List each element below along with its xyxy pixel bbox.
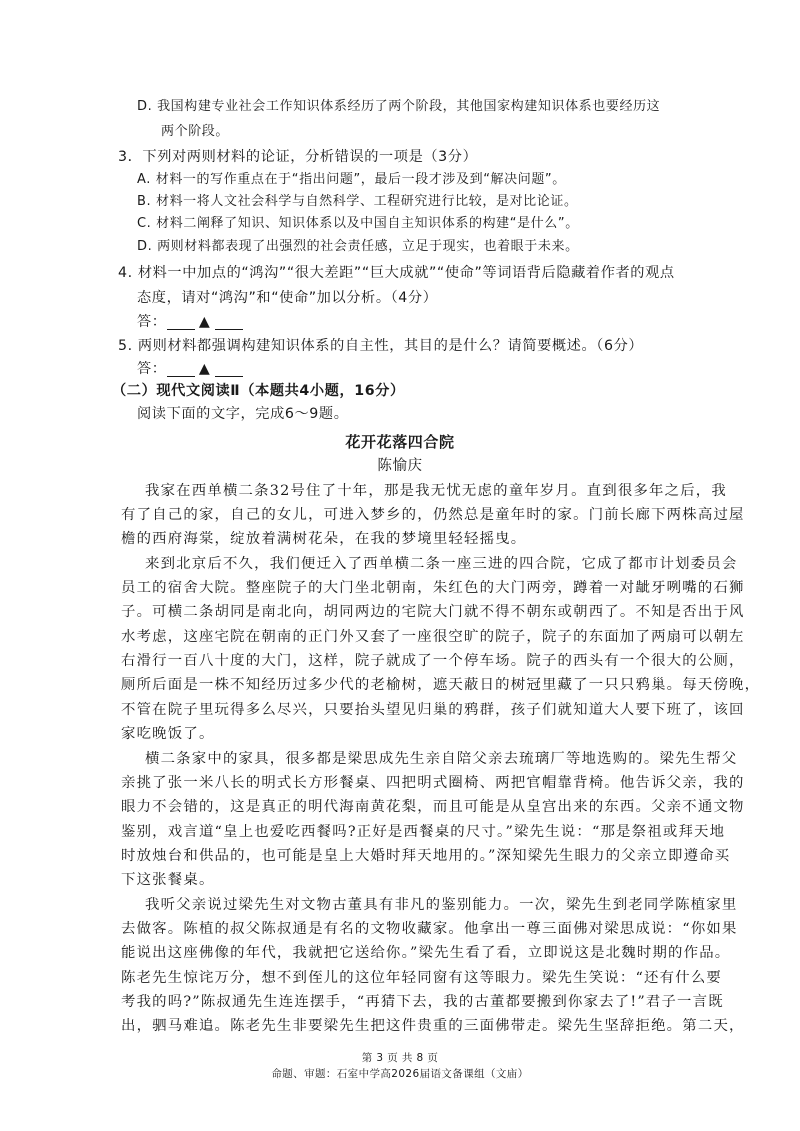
section-instruction: 阅读下面的文字，完成6～9题。 [137,406,349,422]
article-line: 有了自己的家，自己的女儿，可进入梦乡的，仍然总是童年时的家。门前长廊下两株高过屋 [121,507,745,523]
article-line: 能说出这座佛像的年代，我就把它送给你。”梁先生看了看，立即说这是北魏时期的作品。 [121,945,731,961]
article-line: 去做客。陈植的叔父陈叔通是有名的文物收藏家。他拿出一尊三面佛对梁思成说：“你如果 [121,921,738,937]
q5-answer-label: 答： [137,361,167,377]
q3-option-a: A. 材料一的写作重点在于“指出问题”，最后一段才涉及到“解决问题”。 [137,172,566,187]
article-line: 眼力不会错的，这是真正的明代海南黄花梨，而且可能是从皇宫出来的东西。父亲不通文物 [121,799,745,815]
q3-stem: 3．下列对两则材料的论证，分析错误的一项是（3分） [118,149,478,165]
article-line: 水考虑，这座宅院在朝南的正门外又套了一座很空旷的院子，院子的东面加了两扇可以朝左 [121,629,745,645]
article-line: 出，驷马难追。陈老先生非要梁先生把这件贵重的三面佛带走。梁先生坚辞拒绝。第二天， [121,1018,745,1034]
q3-option-d: D. 两则材料都表现了出强烈的社会责任感，立足于现实，也着眼于未来。 [137,239,579,254]
article-line: 厕所后面是一株不知经历过多少代的老榆树，遮天蔽日的树冠里藏了一只只鸦巢。每天傍晚， [121,677,761,693]
article-line: 下这张餐桌。 [121,872,215,888]
q5-answer [137,359,243,379]
article-line: 陈老先生惊诧万分，想不到侄儿的这位年轻同窗有这等眼力。梁先生笑说：“还有什么要 [121,970,723,986]
q4-answer-label: 答： [137,314,167,330]
q5-stem: 5. 两则材料都强调构建知识体系的自主性，其目的是什么？请简要概述。（6分） [118,338,644,354]
article-line: 家吃晚饭了。 [121,726,215,742]
article-line: 鉴别，戏言道“皇上也爱吃西餐吗?正好是西餐桌的尺寸。”梁先生说：“那是祭祖或拜天地 [121,824,726,840]
page-number: 第 3 页 共 8 页 [361,1052,439,1064]
q3-option-c: C. 材料二阐释了知识、知识体系以及中国自主知识体系的构建“是什么”。 [137,216,579,231]
footer-credit: 命题、审题：石室中学高2026届语文备课组（文庙） [271,1068,529,1080]
article-line: 我家在西单横二条32号住了十年，那是我无忧无虑的童年岁月。直到很多年之后，我 [145,483,727,499]
article-line: 檐的西府海棠，绽放着满树花朵，在我的梦境里轻轻摇曳。 [121,531,527,547]
q2-option-d-line1: D. 我国构建专业社会工作知识体系经历了两个阶段，其他国家构建知识体系也要经历这 [137,99,661,114]
q2-option-d-line2: 两个阶段。 [161,124,230,139]
article-line: 员工的宿舍大院。整座院子的大门坐北朝南，朱红色的大门两旁，蹲着一对龇牙咧嘴的石狮 [121,580,745,596]
section-heading: （二）现代文阅读Ⅱ（本题共4小题，16分） [112,383,405,399]
article-line: 不管在院子里玩得多么尽兴，只要抬头望见归巢的鸦群，孩子们就知道大人要下班了，该回 [121,702,745,718]
article-author: 陈愉庆 [377,458,423,474]
article-line: 亲挑了张一米八长的明式长方形餐桌、四把明式圈椅、两把官帽靠背椅。他告诉父亲，我的 [121,775,745,791]
article-line: 右滑行一百八十度的大门，这样，院子就成了一个停车场。院子的西头有一个很大的公厕， [121,653,745,669]
q5-answer-blank[interactable]: ▲ [167,359,243,379]
article-line: 考我的吗?”陈叔通先生连连摆手，“再猜下去，我的古董都要搬到你家去了!”君子一言既 [121,994,724,1010]
q4-answer-blank[interactable]: ▲ [167,312,243,332]
article-title: 花开花落四合院 [345,433,455,451]
article-line: 我听父亲说过梁先生对文物古董具有非凡的鉴别能力。一次，梁先生到老同学陈植家里 [145,897,738,913]
q4-stem-line1: 4. 材料一中加点的“鸿沟”“很大差距”“巨大成就”“使命”等词语背后隐藏着作者的观点 [118,265,675,281]
q4-answer [137,312,243,332]
article-line: 横二条家中的家具，很多都是梁思成先生亲自陪父亲去琉璃厂等地选购的。梁先生帮父 [145,751,738,767]
article-line: 来到北京后不久，我们便迁入了西单横二条一座三进的四合院，它成了都市计划委员会 [145,556,738,572]
article-line: 时放烛台和供品的，也可能是皇上大婚时拜天地用的。”深知梁先生眼力的父亲立即遵命买 [121,848,731,864]
q3-option-b: B. 材料一将人文社会科学与自然科学、工程研究进行比较，是对比论证。 [137,194,578,209]
article-line: 子。可横二条胡同是南北向，胡同两边的宅院大门就不得不朝东或朝西了。不知是否出于风 [121,604,745,620]
q4-stem-line2: 态度，请对“鸿沟”和“使命”加以分析。（4分） [137,290,438,306]
